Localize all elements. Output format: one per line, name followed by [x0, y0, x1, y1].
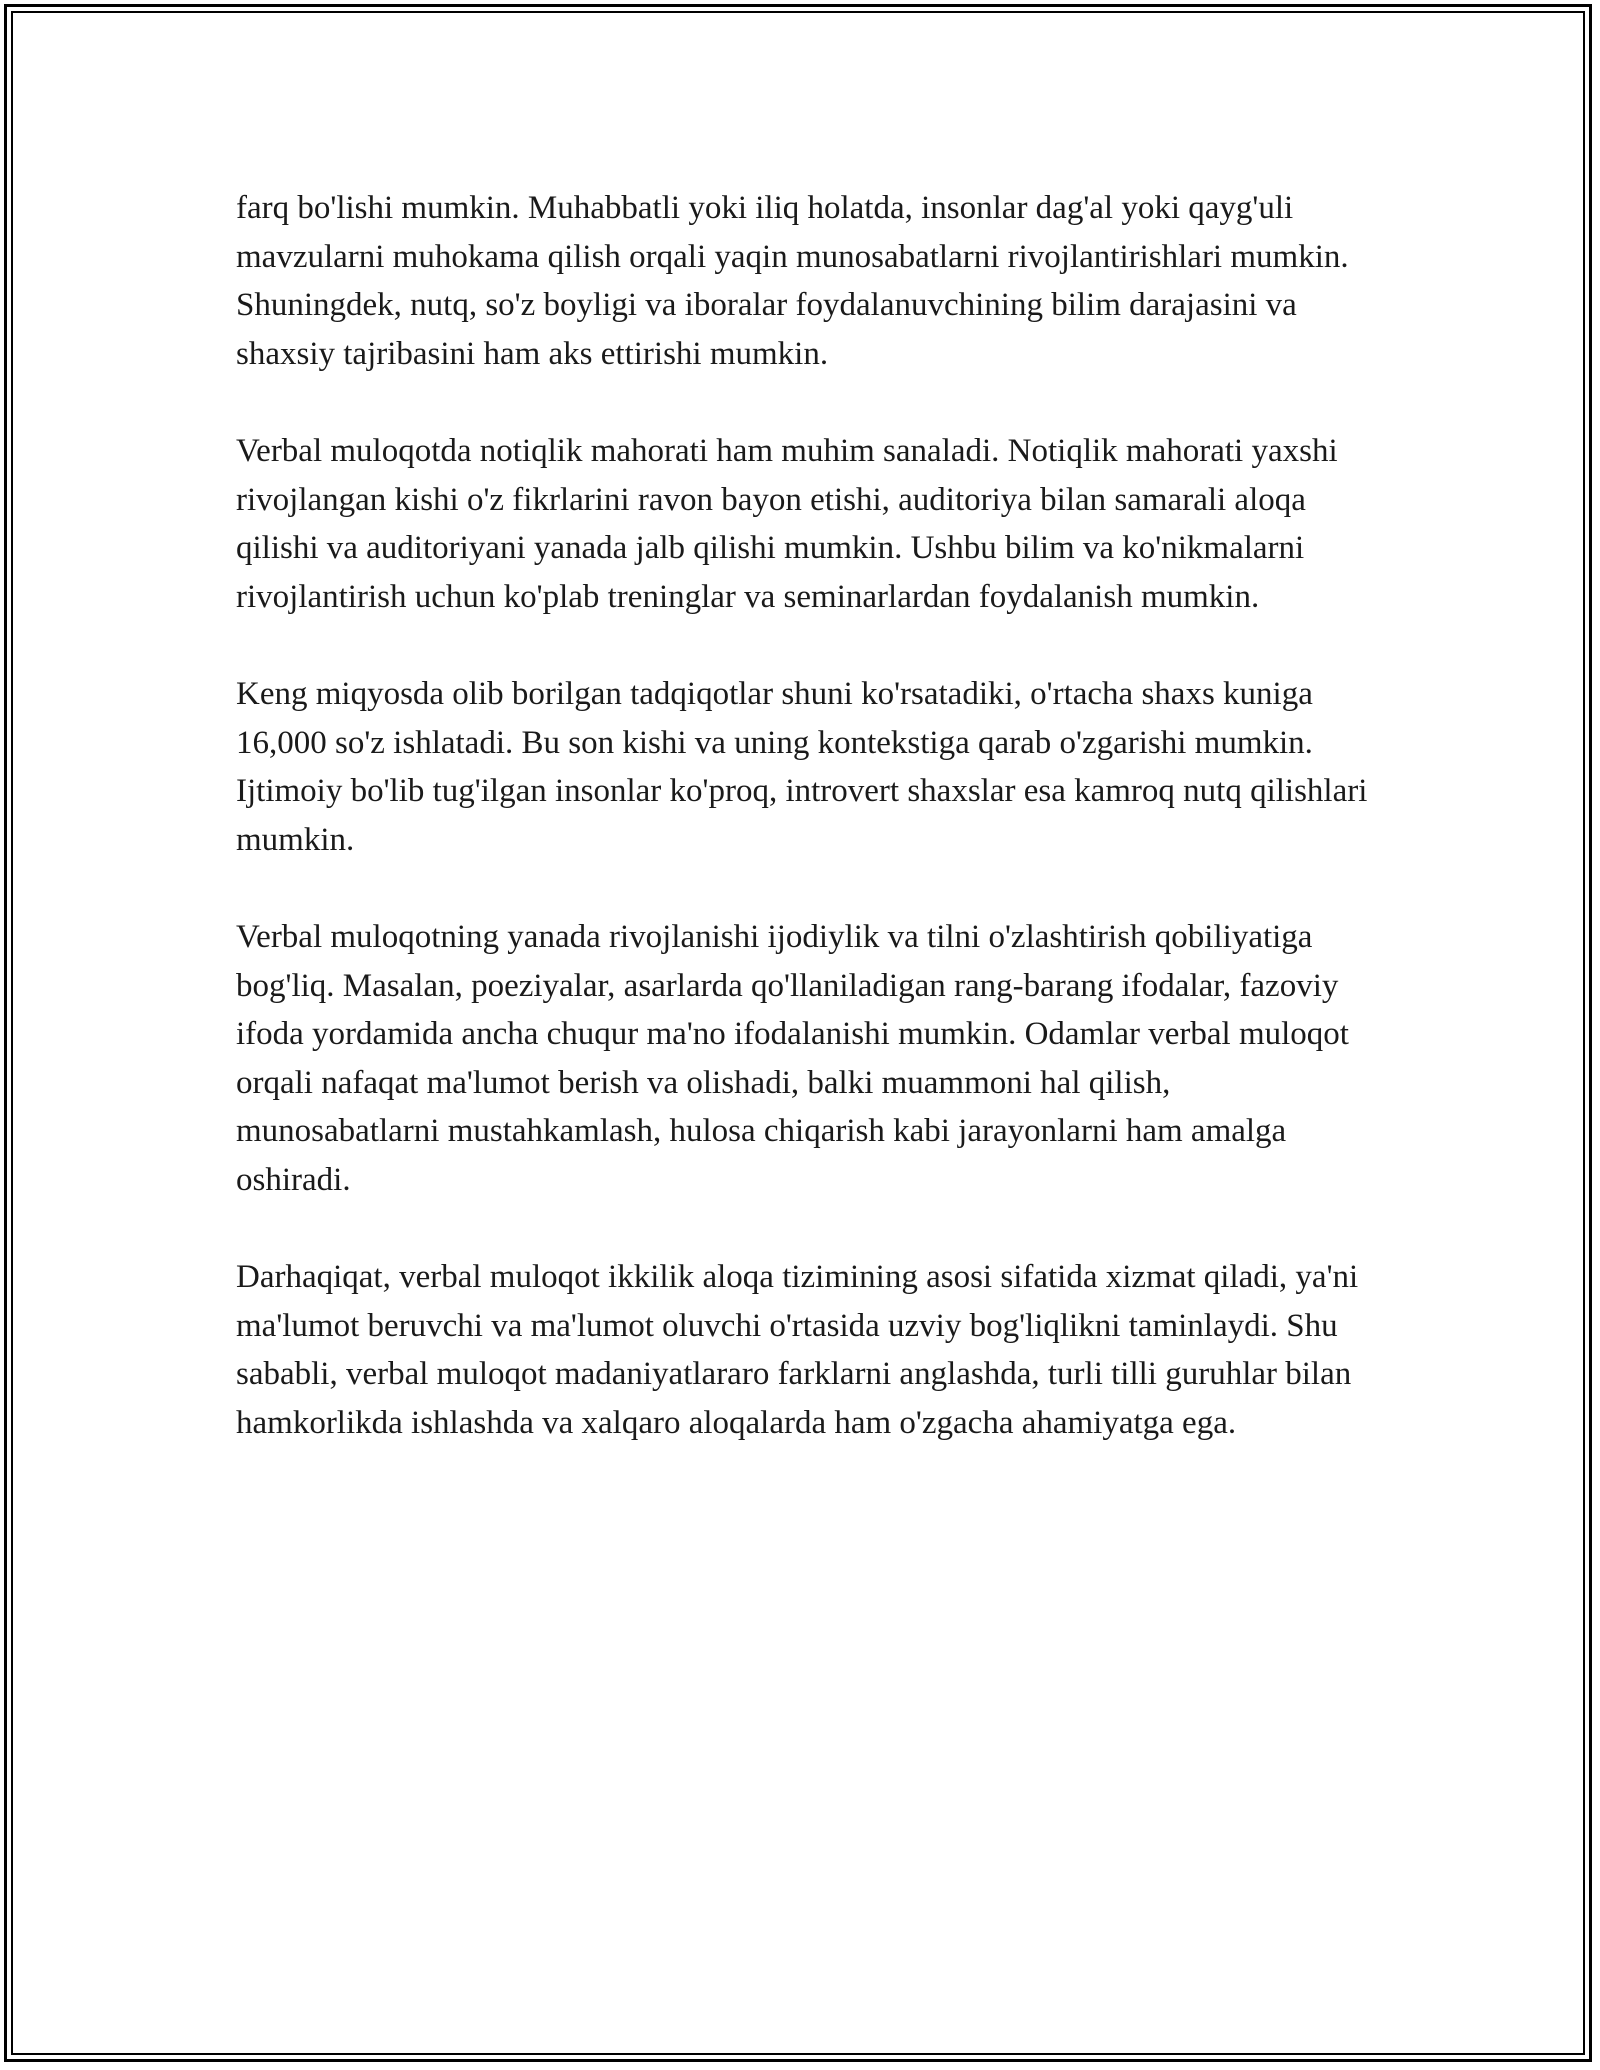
paragraph-4: Verbal muloqotning yanada rivojlanishi ijodiylik va tilni o'zlashtirish qobiliyatiga bog'liq. Masalan, poeziyalar, asarlarda qo'llaniladigan rang-barang ifodalar, fazoviy ifoda yordamida ancha chuqur ma'no ifodalanishi mumkin. Odamlar verbal muloqot orqali nafaqat ma'lumot berish va olishadi, balki muammoni hal qilish, munosabatlarni mustahkamlash, hulosa chiqarish kabi jarayonlarni ham amalga oshiradi. — [236, 919, 1349, 1198]
paragraph-1: farq bo'lishi mumkin. Muhabbatli yoki iliq holatda, insonlar dag'al yoki qayg'uli mavzularni muhokama qilish orqali yaqin munosabatlarni rivojlantirishlari mumkin. Shuningdek, nutq, so'z boyligi va iboralar foydalanuvchining bilim darajasini va shaxsiy tajribasini ham aks ettirishi mumkin. — [236, 190, 1349, 372]
paragraph-3: Keng miqyosda olib borilgan tadqiqotlar shuni ko'rsatadiki, o'rtacha shaxs kuniga 16,000 so'z ishlatadi. Bu son kishi va uning kontekstiga qarab o'zgarishi mumkin. Ijtimoiy bo'lib tug'ilgan insonlar ko'proq, introvert shaxslar esa kamroq nutq qilishlari mumkin. — [236, 676, 1368, 858]
document-body — [236, 184, 1376, 1496]
paragraph-5: Darhaqiqat, verbal muloqot ikkilik aloqa tizimining asosi sifatida xizmat qiladi, ya'ni ma'lumot beruvchi va ma'lumot oluvchi o'rtasida uzviy bog'liqlikni taminlaydi. Shu sababli, verbal muloqot madaniyatlararo farklarni anglashda, turli tilli guruhlar bilan hamkorlikda ishlashda va xalqaro aloqalarda ham o'zgacha ahamiyatga ega. — [236, 1259, 1359, 1441]
paragraph-2: Verbal muloqotda notiqlik mahorati ham muhim sanaladi. Notiqlik mahorati yaxshi rivojlangan kishi o'z fikrlarini ravon bayon etishi, auditoriya bilan samarali aloqa qilishi va auditoriyani yanada jalb qilishi mumkin. Ushbu bilim va ko'nikmalarni rivojlantirish uchun ko'plab treninglar va seminarlardan foydalanish mumkin. — [236, 433, 1338, 615]
